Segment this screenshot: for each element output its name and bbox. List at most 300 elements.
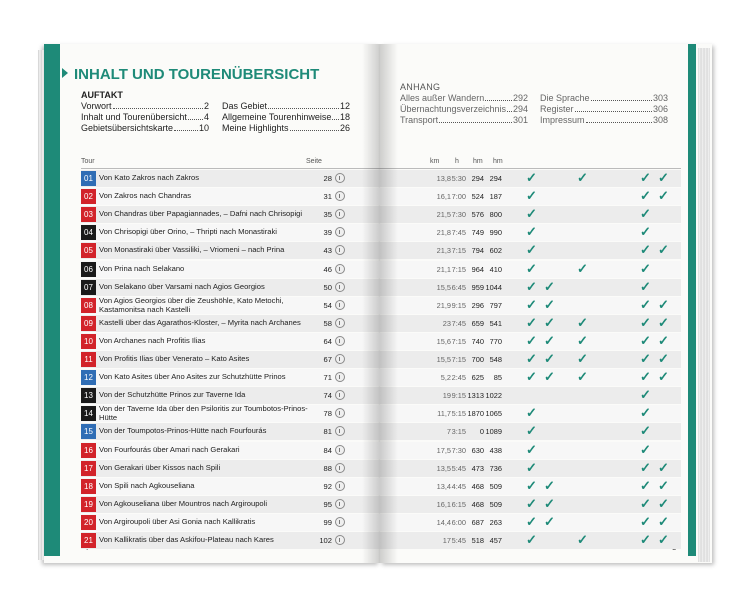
tour-page: 67 [323, 355, 332, 364]
tour-hm1: 468 [471, 482, 484, 491]
toc-entry-title: Meine Highlights [222, 123, 289, 133]
tour-name: Von Kallikratis über das Askifou-Plateau nach Kares [99, 535, 274, 545]
toc-entry-page: 18 [339, 112, 350, 122]
check-icon: ✓ [526, 279, 537, 294]
tour-name: Von Chandras über Papagiannades, – Dafni nach Chrisopigi [99, 209, 303, 219]
toc-entry-title: Vorwort [81, 101, 112, 111]
check-icon: ✓ [658, 369, 669, 384]
tour-hm2: 294 [489, 174, 502, 183]
check-icon: ✓ [544, 478, 555, 493]
tour-hm2: 736 [489, 464, 502, 473]
check-icon: ✓ [658, 460, 669, 475]
check-icon: ✓ [640, 514, 651, 529]
tour-h: 9:15 [451, 391, 466, 400]
tour-km: 5,2 [440, 373, 451, 382]
difficulty-icon [335, 300, 345, 310]
check-icon: ✓ [526, 405, 537, 420]
tour-number-badge: 09 [81, 316, 96, 331]
tour-hm2: 187 [489, 192, 502, 201]
tour-name: Von Monastiraki über Vassiliki, – Vriomeni – nach Prina [99, 245, 285, 255]
toc-entry[interactable] [400, 93, 528, 104]
toc-entry-page: 308 [652, 115, 668, 125]
tour-name: Kastelli über das Agarathos-Kloster, – Myrita nach Archanes [99, 318, 301, 328]
toc-entry-page: 2 [203, 101, 209, 111]
tour-hm1: 294 [471, 174, 484, 183]
tour-page: 74 [323, 391, 332, 400]
tour-km: 13,4 [436, 482, 451, 491]
tour-km: 17,5 [436, 446, 451, 455]
check-icon: ✓ [544, 351, 555, 366]
tour-km: 21,3 [436, 246, 451, 255]
tour-page: 88 [323, 464, 332, 473]
tour-number-badge: 20 [81, 515, 96, 530]
page-title [62, 66, 319, 83]
tour-hm1: 0 [479, 427, 484, 436]
check-icon: ✓ [544, 333, 555, 348]
tour-km: 21,5 [436, 210, 451, 219]
check-icon: ✓ [640, 224, 651, 239]
check-icon: ✓ [526, 423, 537, 438]
tour-hm1: 959 [471, 283, 484, 292]
check-icon: ✓ [658, 242, 669, 257]
check-icon: ✓ [640, 478, 651, 493]
tour-km: 21,8 [436, 228, 451, 237]
check-icon: ✓ [640, 496, 651, 511]
tour-number-badge: 12 [81, 370, 96, 385]
tour-hm2: 509 [489, 500, 502, 509]
toc-entry-page: 294 [512, 104, 528, 114]
check-icon: ✓ [640, 170, 651, 185]
tour-hm1: 473 [471, 464, 484, 473]
tour-h: 6:45 [451, 283, 466, 292]
check-icon: ✓ [577, 333, 588, 348]
difficulty-icon [335, 426, 345, 436]
tour-name: Von Zakros nach Chandras [99, 191, 192, 201]
difficulty-icon [335, 390, 345, 400]
check-icon: ✓ [577, 369, 588, 384]
check-icon: ✓ [658, 315, 669, 330]
tour-number-badge: 06 [81, 262, 96, 277]
check-icon: ✓ [640, 297, 651, 312]
tour-hm1: 749 [471, 228, 484, 237]
tour-name: Von Profitis Ilias über Venerato – Kato Asites [99, 354, 250, 364]
tour-page: 92 [323, 482, 332, 491]
tour-hm2: 263 [489, 518, 502, 527]
check-icon: ✓ [640, 460, 651, 475]
tour-page: 28 [323, 174, 332, 183]
check-icon: ✓ [658, 188, 669, 203]
tour-hm2: 602 [489, 246, 502, 255]
tour-km: 7 [446, 427, 451, 436]
tour-hm1: 687 [471, 518, 484, 527]
difficulty-icon [335, 481, 345, 491]
tour-page: 81 [323, 427, 332, 436]
tour-page: 102 [319, 536, 332, 545]
check-icon: ✓ [640, 279, 651, 294]
table-top-rule [81, 168, 681, 169]
difficulty-icon [335, 354, 345, 364]
tour-page: 43 [323, 246, 332, 255]
tour-h: 7:15 [451, 337, 466, 346]
check-icon: ✓ [577, 315, 588, 330]
check-icon: ✓ [526, 478, 537, 493]
check-icon: ✓ [640, 442, 651, 457]
tour-hm1: 1870 [467, 409, 484, 418]
tour-page: 64 [323, 337, 332, 346]
tour-number-badge: 07 [81, 280, 96, 295]
check-icon: ✓ [526, 460, 537, 475]
tour-hm2: 1089 [485, 427, 502, 436]
tour-h: 2:45 [451, 373, 466, 382]
check-icon: ✓ [640, 242, 651, 257]
toc-dots [188, 112, 203, 120]
tour-page: 54 [323, 301, 332, 310]
col-header-seite: Seite [306, 158, 322, 165]
check-icon: ✓ [577, 261, 588, 276]
toc-entry[interactable] [400, 104, 528, 115]
tour-name: Von der Schutzhütte Prinos zur Taverne Ida [99, 390, 246, 400]
check-icon: ✓ [544, 369, 555, 384]
check-icon: ✓ [544, 297, 555, 312]
check-icon: ✓ [526, 188, 537, 203]
difficulty-icon [335, 372, 345, 382]
tour-hm1: 576 [471, 210, 484, 219]
teal-edge-left [44, 44, 60, 556]
check-icon: ✓ [640, 351, 651, 366]
tour-km: 14,4 [436, 518, 451, 527]
arrow-icon [62, 68, 68, 78]
anhang-toc-col2 [540, 93, 668, 126]
auftakt-heading: AUFTAKT [81, 90, 123, 100]
tour-hm2: 1022 [485, 391, 502, 400]
difficulty-icon [335, 264, 345, 274]
difficulty-icon [335, 336, 345, 346]
tour-km: 19 [442, 391, 451, 400]
tour-hm1: 700 [471, 355, 484, 364]
check-icon: ✓ [526, 442, 537, 457]
tour-hm1: 518 [471, 536, 484, 545]
tour-h: 5:45 [451, 536, 466, 545]
tour-name: Von Kato Zakros nach Zakros [99, 173, 200, 183]
teal-edge-right [688, 44, 696, 556]
toc-entry-page: 26 [339, 123, 350, 133]
toc-entry[interactable] [81, 101, 209, 112]
check-icon: ✓ [526, 206, 537, 221]
tour-h: 7:45 [451, 228, 466, 237]
difficulty-icon [335, 209, 345, 219]
tour-number-badge: 10 [81, 334, 96, 349]
toc-dots [439, 115, 512, 123]
tour-name: Von Fourfourás über Amari nach Gerakari [99, 445, 240, 455]
tour-page: 78 [323, 409, 332, 418]
check-icon: ✓ [658, 351, 669, 366]
difficulty-icon [335, 318, 345, 328]
tour-hm1: 524 [471, 192, 484, 201]
tour-h: 5:45 [451, 464, 466, 473]
toc-dots [575, 104, 652, 112]
tour-page: 71 [323, 373, 332, 382]
toc-entry-title: Gebietsübersichtskarte [81, 123, 174, 133]
toc-dots [174, 123, 198, 131]
check-icon: ✓ [658, 478, 669, 493]
check-icon: ✓ [658, 496, 669, 511]
col-header-hm2: hm [493, 158, 503, 165]
toc-dots [485, 93, 512, 101]
tour-page: 50 [323, 283, 332, 292]
toc-entry-title: Übernachtungsverzeichnis [400, 104, 507, 114]
toc-entry[interactable] [540, 93, 668, 104]
tour-page: 95 [323, 500, 332, 509]
toc-dots [290, 123, 339, 131]
tour-name: Von Prina nach Selakano [99, 264, 185, 274]
tour-number-badge: 15 [81, 424, 96, 439]
check-icon: ✓ [577, 170, 588, 185]
difficulty-icon [335, 282, 345, 292]
toc-entry-title: Transport [400, 115, 439, 125]
tour-h: 7:00 [451, 192, 466, 201]
check-icon: ✓ [658, 333, 669, 348]
tour-page: 46 [323, 265, 332, 274]
difficulty-icon [335, 517, 345, 527]
toc-entry-title: Inhalt und Tourenübersicht [81, 112, 187, 122]
check-icon: ✓ [526, 496, 537, 511]
tour-hm2: 1065 [485, 409, 502, 418]
tour-name: Von Archanes nach Profitis Ilias [99, 336, 206, 346]
tour-name: Von der Taverne Ida über den Psiloritis zur Toumbotos-Prinos-Hütte [99, 404, 308, 422]
tour-hm1: 659 [471, 319, 484, 328]
tour-hm1: 630 [471, 446, 484, 455]
tour-hm2: 85 [493, 373, 502, 382]
check-icon: ✓ [526, 170, 537, 185]
difficulty-icon [335, 499, 345, 509]
difficulty-icon [335, 408, 345, 418]
open-book [44, 44, 712, 569]
tour-km: 17 [442, 536, 451, 545]
tour-h: 7:15 [451, 265, 466, 274]
tour-km: 15,5 [436, 355, 451, 364]
tour-number-badge: 19 [81, 497, 96, 512]
tour-page: 39 [323, 228, 332, 237]
difficulty-icon [335, 227, 345, 237]
check-icon: ✓ [640, 315, 651, 330]
check-icon: ✓ [544, 279, 555, 294]
toc-entry-page: 301 [512, 115, 528, 125]
toc-dots [332, 112, 339, 120]
toc-entry[interactable] [81, 112, 209, 123]
toc-entry-title: Register [540, 104, 574, 114]
tour-name: Von der Toumpotos-Prinos-Hütte nach Fourfourás [99, 426, 267, 436]
tour-hm1: 625 [471, 373, 484, 382]
tour-hm1: 1313 [467, 391, 484, 400]
check-icon: ✓ [526, 224, 537, 239]
tour-h: 5:30 [451, 174, 466, 183]
tour-h: 3:15 [451, 427, 466, 436]
check-icon: ✓ [640, 369, 651, 384]
toc-entry-page: 10 [198, 123, 209, 133]
tour-km: 16,1 [436, 192, 451, 201]
tour-name: Von Selakano über Varsami nach Agios Georgios [99, 282, 265, 292]
toc-entry-page: 306 [652, 104, 668, 114]
toc-entry[interactable] [222, 112, 350, 123]
tour-km: 15,6 [436, 337, 451, 346]
tour-number-badge: 03 [81, 207, 96, 222]
toc-entry[interactable] [222, 123, 350, 134]
toc-entry-page: 292 [512, 93, 528, 103]
tour-km: 21,9 [436, 301, 451, 310]
tour-km: 13,8 [436, 174, 451, 183]
auftakt-toc-col1 [81, 90, 209, 134]
tour-name: Von Agkouseliana über Mountros nach Argiroupoli [99, 499, 268, 509]
tour-km: 16,1 [436, 500, 451, 509]
tour-h: 6:00 [451, 518, 466, 527]
check-icon: ✓ [577, 532, 588, 547]
tour-hm1: 468 [471, 500, 484, 509]
auftakt-toc-col2 [222, 101, 350, 134]
tour-km: 21,1 [436, 265, 451, 274]
tour-km: 13,5 [436, 464, 451, 473]
tour-h: 7:30 [451, 446, 466, 455]
tour-number-badge: 05 [81, 243, 96, 258]
difficulty-icon [335, 445, 345, 455]
difficulty-icon [335, 535, 345, 545]
tour-number-badge: 17 [81, 461, 96, 476]
check-icon: ✓ [526, 261, 537, 276]
tour-hm2: 1044 [485, 283, 502, 292]
check-icon: ✓ [544, 496, 555, 511]
toc-entry-page: 4 [203, 112, 209, 122]
tour-number-badge: 02 [81, 189, 96, 204]
anhang-heading: ANHANG [400, 82, 441, 92]
tour-km: 23 [442, 319, 451, 328]
check-icon: ✓ [640, 188, 651, 203]
tour-name: Von Gerakari über Kissos nach Spili [99, 463, 221, 473]
col-header-hm1: hm [473, 158, 483, 165]
check-icon: ✓ [526, 315, 537, 330]
tour-h: 7:30 [451, 210, 466, 219]
difficulty-icon [335, 173, 345, 183]
col-header-tour: Tour [81, 158, 95, 165]
tour-number-badge: 08 [81, 298, 96, 313]
tour-name: Von Chrisopigi über Orino, – Thripti nach Monastiraki [99, 227, 277, 237]
tour-name: Von Argiroupoli über Asi Gonia nach Kallikratis [99, 517, 256, 527]
page-edges-right [698, 48, 710, 562]
toc-entry-page: 12 [339, 101, 350, 111]
tour-hm2: 990 [489, 228, 502, 237]
check-icon: ✓ [577, 351, 588, 366]
tour-hm2: 548 [489, 355, 502, 364]
check-icon: ✓ [526, 333, 537, 348]
tour-hm2: 797 [489, 301, 502, 310]
tour-hm2: 541 [489, 319, 502, 328]
tour-number-badge: 01 [81, 171, 96, 186]
difficulty-icon [335, 463, 345, 473]
difficulty-icon [335, 191, 345, 201]
tour-h: 6:15 [451, 500, 466, 509]
tour-number-badge: 16 [81, 443, 96, 458]
check-icon: ✓ [658, 514, 669, 529]
tour-hm1: 296 [471, 301, 484, 310]
tour-h: 5:15 [451, 409, 466, 418]
anhang-toc-col1 [400, 82, 528, 126]
check-icon: ✓ [526, 351, 537, 366]
toc-dots [268, 101, 339, 109]
tour-name: Von Spili nach Agkouseliana [99, 481, 195, 491]
tour-h: 9:15 [451, 301, 466, 310]
toc-entry[interactable] [81, 123, 209, 134]
tour-hm1: 740 [471, 337, 484, 346]
tour-hm2: 509 [489, 482, 502, 491]
tour-number-badge: 21 [81, 533, 96, 548]
tour-number-badge: 04 [81, 225, 96, 240]
toc-entry-title: Alles außer Wandern [400, 93, 485, 103]
check-icon: ✓ [526, 242, 537, 257]
toc-entry-title: Die Sprache [540, 93, 590, 103]
page-title-text: INHALT UND TOURENÜBERSICHT [74, 66, 320, 83]
col-header-km: km [430, 158, 440, 165]
tour-number-badge: 11 [81, 352, 96, 367]
tour-number-badge: 18 [81, 479, 96, 494]
check-icon: ✓ [640, 387, 651, 402]
tour-name: Von Kato Asites über Ano Asites zur Schutzhütte Prinos [99, 372, 286, 382]
tour-hm1: 794 [471, 246, 484, 255]
tour-h: 4:45 [451, 482, 466, 491]
check-icon: ✓ [526, 369, 537, 384]
check-icon: ✓ [544, 514, 555, 529]
check-icon: ✓ [526, 297, 537, 312]
col-header-h: h [455, 158, 459, 165]
toc-entry-title: Allgemeine Tourenhinweise [222, 112, 332, 122]
check-icon: ✓ [526, 514, 537, 529]
check-icon: ✓ [640, 261, 651, 276]
check-icon: ✓ [658, 297, 669, 312]
check-icon: ✓ [640, 423, 651, 438]
tour-hm2: 438 [489, 446, 502, 455]
tour-h: 7:45 [451, 319, 466, 328]
check-icon: ✓ [640, 405, 651, 420]
tour-hm2: 410 [489, 265, 502, 274]
tour-page: 84 [323, 446, 332, 455]
toc-dots [586, 115, 652, 123]
toc-entry[interactable] [540, 104, 668, 115]
toc-entry-title: Das Gebiet [222, 101, 268, 111]
tour-page: 99 [323, 518, 332, 527]
check-icon: ✓ [544, 315, 555, 330]
check-icon: ✓ [640, 532, 651, 547]
toc-entry[interactable] [540, 115, 668, 126]
check-icon: ✓ [526, 532, 537, 547]
toc-entry-page: 303 [652, 93, 668, 103]
toc-dots [591, 93, 652, 101]
check-icon: ✓ [640, 333, 651, 348]
tour-km: 11,7 [437, 409, 451, 418]
tour-hm2: 800 [489, 210, 502, 219]
toc-dots [507, 104, 512, 112]
tour-h: 7:15 [451, 355, 466, 364]
toc-entry-title: Impressum [540, 115, 585, 125]
tour-hm2: 457 [489, 536, 502, 545]
toc-entry[interactable] [222, 101, 350, 112]
toc-dots [113, 101, 203, 109]
difficulty-icon [335, 245, 345, 255]
tour-hm2: 770 [489, 337, 502, 346]
tour-number-badge: 13 [81, 388, 96, 403]
toc-entry[interactable] [400, 115, 528, 126]
check-icon: ✓ [640, 206, 651, 221]
tour-h: 7:15 [451, 246, 466, 255]
check-icon: ✓ [658, 532, 669, 547]
tour-page: 58 [323, 319, 332, 328]
tour-name: Von Agios Georgios über die Zeushöhle, Kato Metochi, Kastamonitsa nach Kastelli [99, 296, 284, 314]
